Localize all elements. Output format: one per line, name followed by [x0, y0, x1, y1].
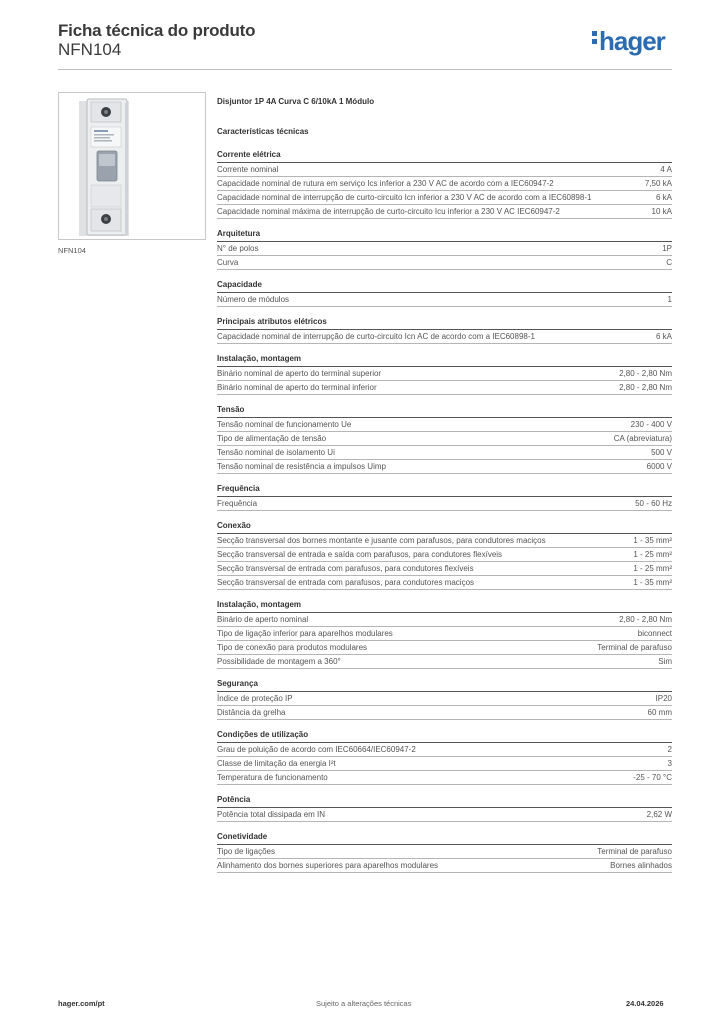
spec-label: Temperatura de funcionamento	[217, 773, 328, 782]
spec-section	[217, 352, 672, 395]
spec-label: Capacidade nominal de interrupção de curto-circuito Icn inferior a 230 V AC de acordo com a IEC60898-1	[217, 193, 592, 202]
spec-row	[217, 163, 672, 177]
spec-section	[217, 598, 672, 669]
spec-row	[217, 808, 672, 822]
spec-label: Secção transversal de entrada e saída com parafusos, para condutores flexíveis	[217, 550, 503, 559]
spec-label: Tipo de alimentação de tensão	[217, 434, 327, 443]
spec-row	[217, 757, 672, 771]
spec-value: 6 kA	[655, 332, 672, 341]
spec-value: 10 kA	[651, 207, 672, 216]
spec-row	[217, 242, 672, 256]
spec-row	[217, 205, 672, 219]
spec-value: 1 - 25 mm²	[633, 564, 672, 573]
section-title: Corrente elétrica	[217, 148, 672, 163]
product-reference: NFN104	[58, 40, 122, 59]
spec-value: 3	[667, 759, 672, 768]
spec-row	[217, 613, 672, 627]
spec-value: 230 - 400 V	[630, 420, 672, 429]
spec-label: Tensão nominal de resistência a impulsos Uimp	[217, 462, 386, 471]
spec-row	[217, 256, 672, 270]
spec-row	[217, 418, 672, 432]
spec-row	[217, 432, 672, 446]
spec-row	[217, 330, 672, 344]
spec-label: N° de polos	[217, 244, 259, 253]
spec-row	[217, 655, 672, 669]
spec-value: CA (abreviatura)	[613, 434, 672, 443]
spec-value: 2,80 - 2,80 Nm	[619, 369, 672, 378]
spec-row	[217, 460, 672, 474]
product-description: Disjuntor 1P 4A Curva C 6/10kA 1 Módulo	[217, 97, 375, 106]
spec-label: Tensão nominal de isolamento Ui	[217, 448, 335, 457]
spec-label: Tipo de conexão para produtos modulares	[217, 643, 368, 652]
spec-value: 500 V	[651, 448, 672, 457]
spec-label: Secção transversal dos bornes montante e jusante com parafusos, para condutores maciços	[217, 536, 546, 545]
footer-date: 24.04.2026	[626, 999, 664, 1008]
spec-row	[217, 367, 672, 381]
spec-label: Curva	[217, 258, 239, 267]
spec-value: Bornes alinhados	[610, 861, 672, 870]
section-title: Conetividade	[217, 830, 672, 845]
spec-label: Capacidade nominal de rutura em serviço Ics inferior a 230 V AC de acordo com a IEC60947-2	[217, 179, 554, 188]
image-caption: NFN104	[58, 246, 86, 255]
spec-value: -25 - 70 °C	[633, 773, 672, 782]
spec-label: Capacidade nominal de interrupção de curto-circuito Icn AC de acordo com a IEC60898-1	[217, 332, 535, 341]
spec-row	[217, 548, 672, 562]
page-title: Ficha técnica do produto	[58, 21, 256, 40]
spec-section	[217, 519, 672, 590]
spec-label: Binário nominal de aperto do terminal inferior	[217, 383, 377, 392]
spec-label: Capacidade nominal máxima de interrupção de curto-circuito Icu inferior a 230 V AC IEC60947-2	[217, 207, 560, 216]
technical-characteristics-heading: Características técnicas	[217, 127, 309, 136]
spec-value: Sim	[658, 657, 672, 666]
spec-label: Potência total dissipada em IN	[217, 810, 326, 819]
spec-value: 50 - 60 Hz	[635, 499, 672, 508]
specifications	[217, 95, 672, 881]
spec-label: Tipo de ligações	[217, 847, 275, 856]
spec-label: Tipo de ligação inferior para aparelhos modulares	[217, 629, 393, 638]
spec-value: 1 - 35 mm²	[633, 536, 672, 545]
spec-value: 1P	[662, 244, 672, 253]
spec-value: Terminal de parafuso	[597, 847, 672, 856]
spec-section	[217, 793, 672, 822]
section-title: Instalação, montagem	[217, 352, 672, 367]
spec-label: Alinhamento dos bornes superiores para aparelhos modulares	[217, 861, 439, 870]
spec-section	[217, 830, 672, 873]
spec-value: 1 - 35 mm²	[633, 578, 672, 587]
spec-value: C	[666, 258, 672, 267]
spec-label: Corrente nominal	[217, 165, 279, 174]
spec-row	[217, 576, 672, 590]
header-divider	[58, 69, 672, 70]
section-title: Frequência	[217, 482, 672, 497]
section-title: Condições de utilização	[217, 728, 672, 743]
spec-value: 7,50 kA	[644, 179, 672, 188]
section-title: Segurança	[217, 677, 672, 692]
footer-notice: Sujeito a alterações técnicas	[316, 999, 412, 1008]
spec-label: Tensão nominal de funcionamento Ue	[217, 420, 352, 429]
section-title: Principais atributos elétricos	[217, 315, 672, 330]
section-title: Tensão	[217, 403, 672, 418]
product-image	[58, 92, 206, 240]
spec-row	[217, 177, 672, 191]
section-title: Potência	[217, 793, 672, 808]
spec-value: biconnect	[637, 629, 672, 638]
spec-row	[217, 692, 672, 706]
spec-section	[217, 403, 672, 474]
spec-value: 4 A	[660, 165, 672, 174]
spec-value: 2,62 W	[646, 810, 672, 819]
spec-row	[217, 293, 672, 307]
spec-section	[217, 728, 672, 785]
spec-label: Possibilidade de montagem a 360°	[217, 657, 341, 666]
spec-value: 2,80 - 2,80 Nm	[619, 383, 672, 392]
spec-value: 6 kA	[655, 193, 672, 202]
section-title: Instalação, montagem	[217, 598, 672, 613]
spec-row	[217, 641, 672, 655]
spec-row	[217, 381, 672, 395]
logo-text: hager	[599, 26, 665, 56]
spec-section	[217, 482, 672, 511]
spec-row	[217, 771, 672, 785]
spec-section	[217, 677, 672, 720]
spec-label: Binário de aperto nominal	[217, 615, 309, 624]
spec-row	[217, 191, 672, 205]
spec-value: 2,80 - 2,80 Nm	[619, 615, 672, 624]
footer-website[interactable]: hager.com/pt	[58, 999, 105, 1008]
spec-section	[217, 278, 672, 307]
spec-row	[217, 743, 672, 757]
spec-label: Distância da grelha	[217, 708, 286, 717]
spec-label: Secção transversal de entrada com parafusos, para condutores flexíveis	[217, 564, 474, 573]
spec-section	[217, 227, 672, 270]
spec-row	[217, 627, 672, 641]
spec-row	[217, 859, 672, 873]
spec-sections	[217, 148, 672, 873]
section-title: Conexão	[217, 519, 672, 534]
spec-row	[217, 706, 672, 720]
spec-value: 60 mm	[647, 708, 672, 717]
section-title: Capacidade	[217, 278, 672, 293]
spec-section	[217, 315, 672, 344]
spec-row	[217, 534, 672, 548]
spec-value: Terminal de parafuso	[597, 643, 672, 652]
spec-row	[217, 497, 672, 511]
spec-label: Grau de poluição de acordo com IEC60664/IEC60947-2	[217, 745, 416, 754]
spec-value: IP20	[655, 694, 672, 703]
spec-label: Secção transversal de entrada com parafusos, para condutores maciços	[217, 578, 475, 587]
spec-label: Frequência	[217, 499, 258, 508]
spec-value: 1 - 25 mm²	[633, 550, 672, 559]
spec-value: 6000 V	[646, 462, 672, 471]
spec-row	[217, 845, 672, 859]
section-title: Arquitetura	[217, 227, 672, 242]
hager-logo[interactable]	[592, 27, 665, 55]
spec-label: Classe de limitação da energia I²t	[217, 759, 336, 768]
spec-label: Binário nominal de aperto do terminal superior	[217, 369, 382, 378]
spec-value: 2	[667, 745, 672, 754]
spec-row	[217, 562, 672, 576]
spec-label: Número de módulos	[217, 295, 290, 304]
spec-section	[217, 148, 672, 219]
spec-label: Índice de proteção IP	[217, 694, 293, 703]
logo-dots-icon	[592, 31, 597, 47]
circuit-breaker-illustration	[59, 93, 205, 239]
spec-value: 1	[667, 295, 672, 304]
spec-row	[217, 446, 672, 460]
